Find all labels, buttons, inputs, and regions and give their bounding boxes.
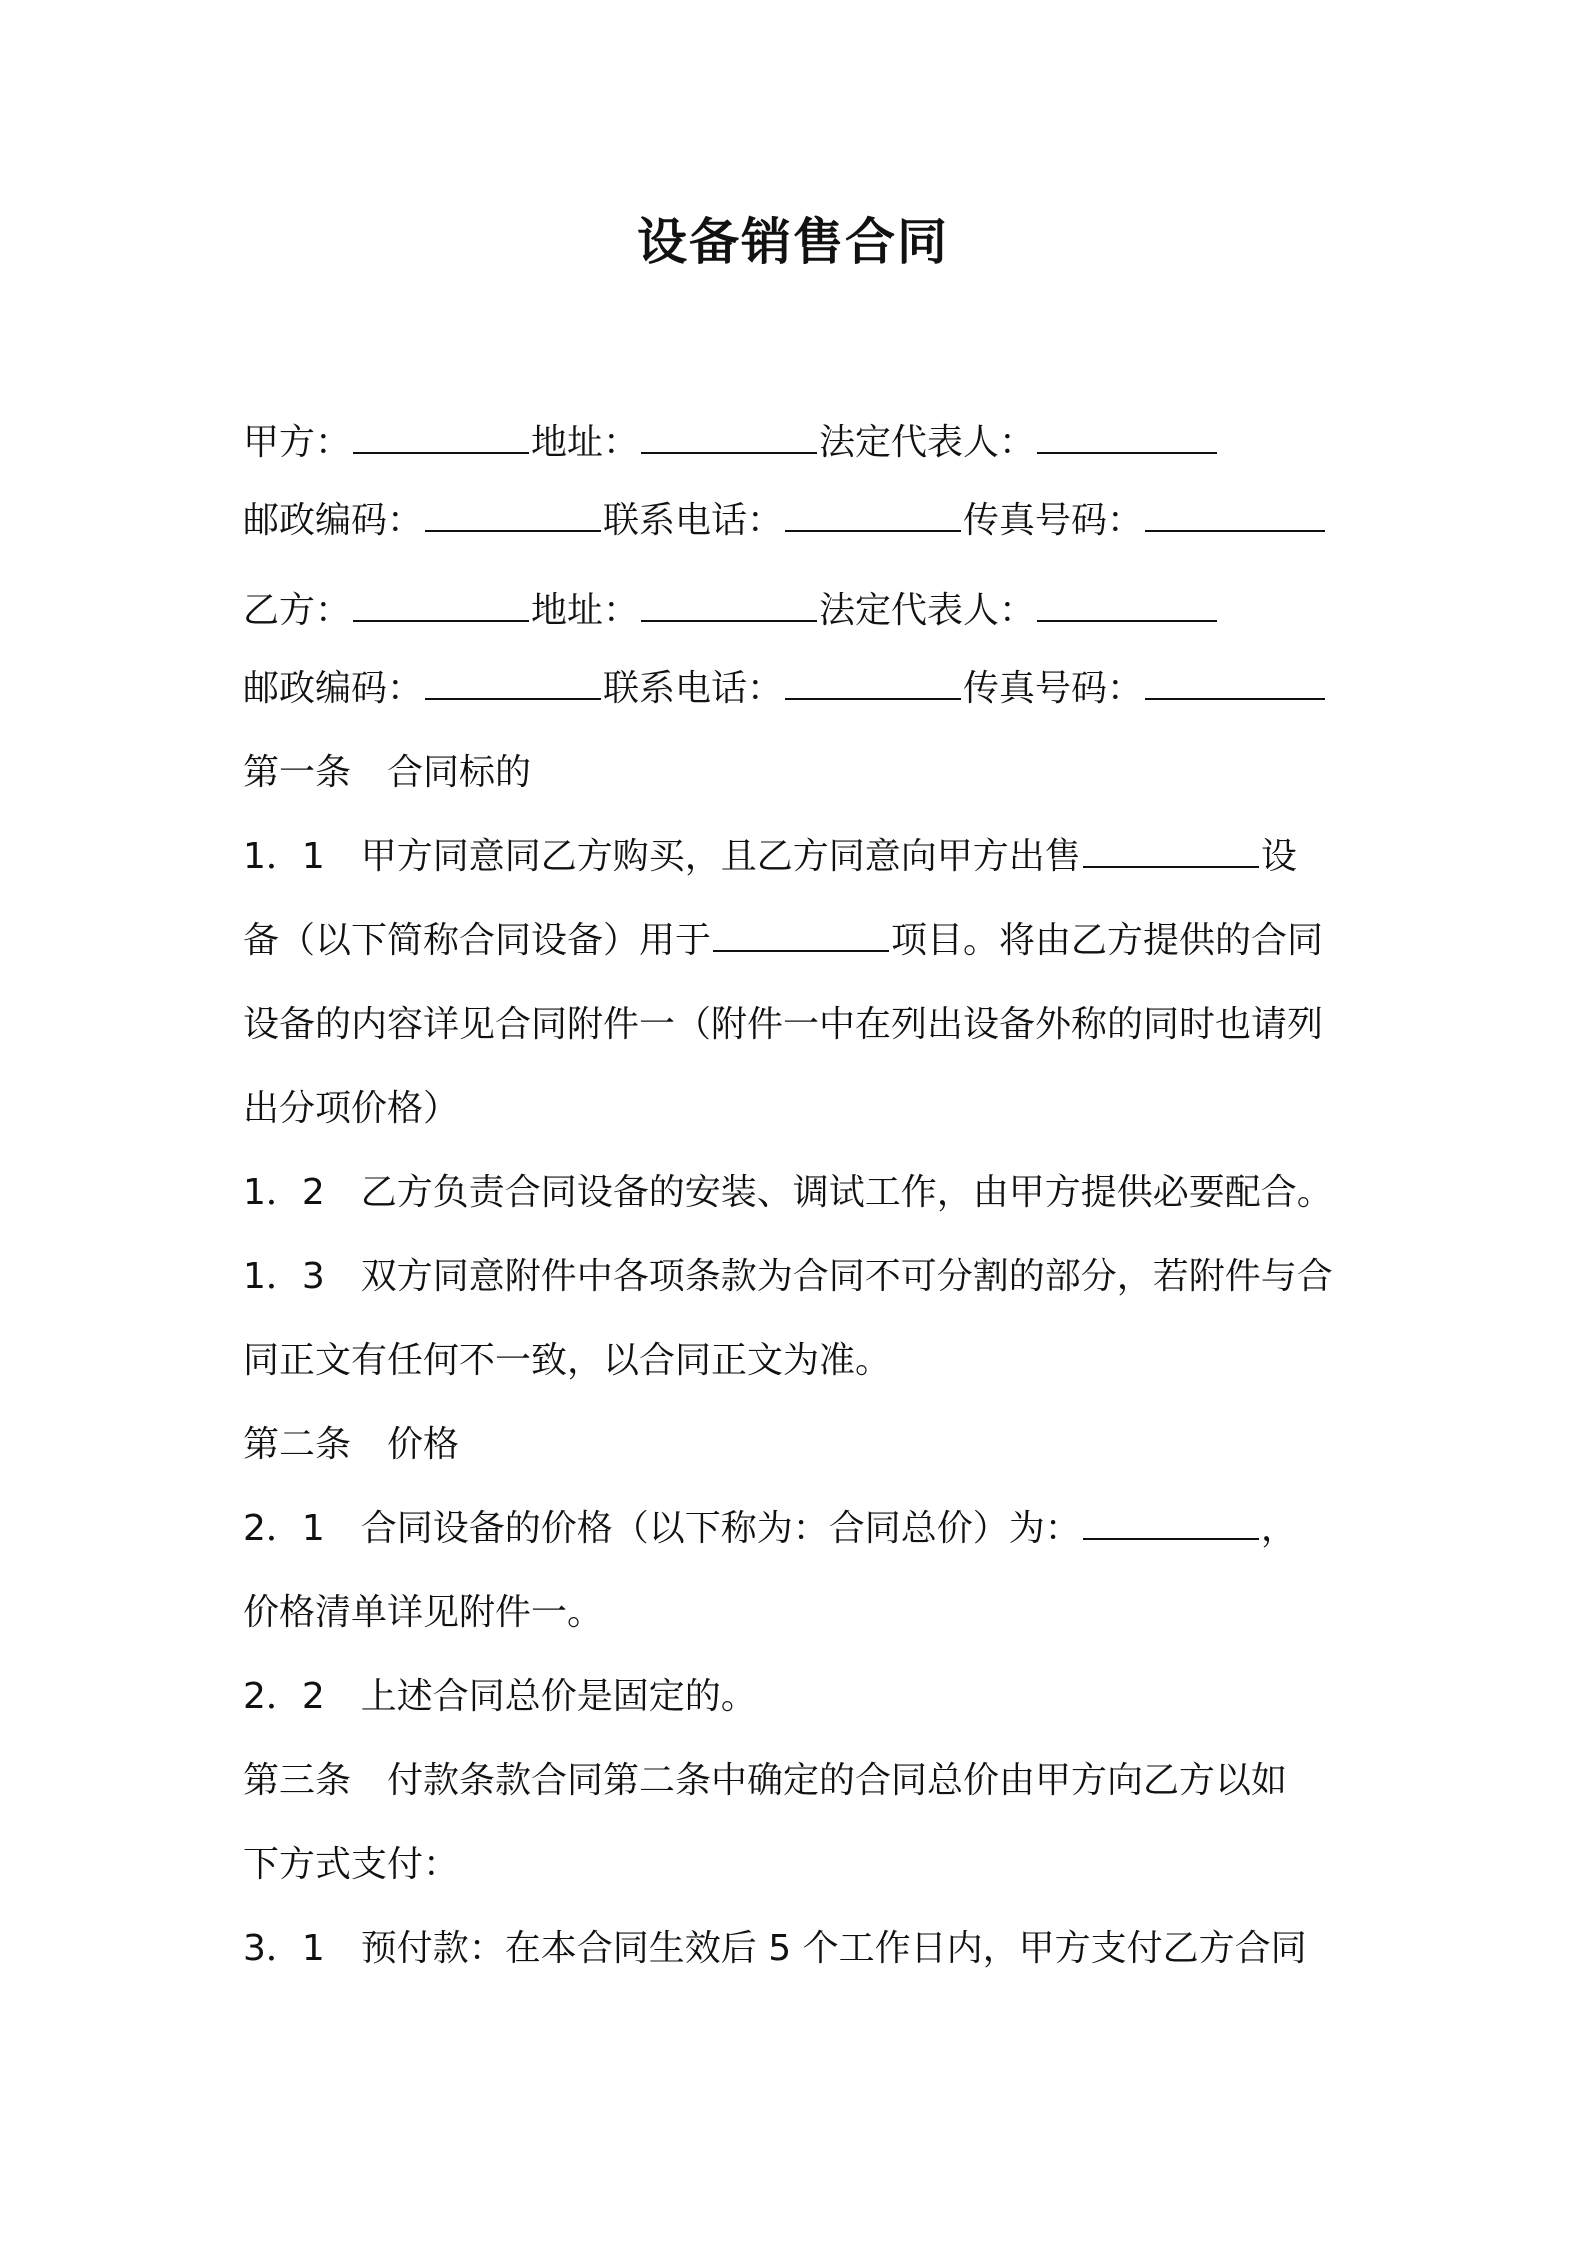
- party-b-fax-blank: [1145, 668, 1325, 700]
- clause-1-3-line-2: 同正文有任何不一致，以合同正文为准。: [243, 1340, 892, 1381]
- party-a-row-2: [243, 499, 1363, 543]
- clause-2-1-text-start: 2．1 合同设备的价格（以下称为：合同总价）为：: [243, 1508, 1081, 1549]
- party-b-legal-rep-blank: [1037, 590, 1217, 622]
- party-b-phone-label: 联系电话：: [603, 668, 784, 709]
- party-a-postal-label: 邮政编码：: [243, 500, 424, 541]
- clause-2-1-line-1: [243, 1507, 1363, 1551]
- party-a-name-blank: [353, 422, 529, 454]
- clause-1-1-line-3: 设备的内容详见合同附件一（附件一中在列出设备外称的同时也请列: [243, 1004, 1324, 1045]
- article-3-line-2: 下方式支付：: [243, 1844, 460, 1885]
- party-b-row-2: [243, 667, 1363, 711]
- project-name-blank: [713, 920, 889, 952]
- party-b-fax-label: 传真号码：: [963, 668, 1144, 709]
- party-a-label: 甲方：: [243, 422, 352, 463]
- party-b-address-blank: [641, 590, 817, 622]
- article-3-line-1: 第三条 付款条款合同第二条中确定的合同总价由甲方向乙方以如: [243, 1760, 1288, 1801]
- clause-1-1-line-4: 出分项价格）: [243, 1088, 460, 1129]
- clause-1-1-text-end: 设: [1260, 836, 1297, 877]
- party-b-postal-blank: [425, 668, 601, 700]
- article-1-heading: 第一条 合同标的: [243, 752, 532, 793]
- party-b-address-label: 地址：: [531, 590, 640, 631]
- document-title: 设备销售合同: [637, 213, 949, 271]
- clause-1-1-line-2-end: 项目。将由乙方提供的合同: [891, 920, 1324, 961]
- party-a-phone-blank: [785, 500, 961, 532]
- party-b-label: 乙方：: [243, 590, 352, 631]
- clause-1-3-line-1: 1．3 双方同意附件中各项条款为合同不可分割的部分，若附件与合: [243, 1256, 1333, 1297]
- party-b-phone-blank: [785, 668, 961, 700]
- clause-1-2: 1．2 乙方负责合同设备的安装、调试工作，由甲方提供必要配合。: [243, 1172, 1333, 1213]
- party-a-address-blank: [641, 422, 817, 454]
- clause-3-1-line-1: 3．1 预付款：在本合同生效后 5 个工作日内，甲方支付乙方合同: [243, 1928, 1307, 1969]
- party-a-postal-blank: [425, 500, 601, 532]
- party-a-phone-label: 联系电话：: [603, 500, 784, 541]
- clause-2-1-text-end: ，: [1260, 1508, 1297, 1549]
- party-b-postal-label: 邮政编码：: [243, 668, 424, 709]
- party-a-fax-blank: [1145, 500, 1325, 532]
- equipment-name-blank: [1083, 836, 1259, 868]
- party-a-address-label: 地址：: [531, 422, 640, 463]
- total-price-blank: [1083, 1508, 1259, 1540]
- clause-2-1-line-2: 价格清单详见附件一。: [243, 1592, 604, 1633]
- clause-2-2: 2．2 上述合同总价是固定的。: [243, 1676, 757, 1717]
- clause-1-1-text-start: 1．1 甲方同意同乙方购买，且乙方同意向甲方出售: [243, 836, 1081, 877]
- party-a-legal-rep-blank: [1037, 422, 1217, 454]
- clause-1-1-line-2: [243, 919, 1363, 963]
- article-2-heading: 第二条 价格: [243, 1424, 460, 1465]
- party-b-name-blank: [353, 590, 529, 622]
- party-b-legal-rep-label: 法定代表人：: [819, 590, 1036, 631]
- clause-1-1-line-2-start: 备（以下简称合同设备）用于: [243, 920, 712, 961]
- clause-1-1-line-1: [243, 835, 1363, 879]
- party-a-row-1: [243, 421, 1363, 465]
- party-a-fax-label: 传真号码：: [963, 500, 1144, 541]
- party-a-legal-rep-label: 法定代表人：: [819, 422, 1036, 463]
- party-b-row-1: [243, 589, 1363, 633]
